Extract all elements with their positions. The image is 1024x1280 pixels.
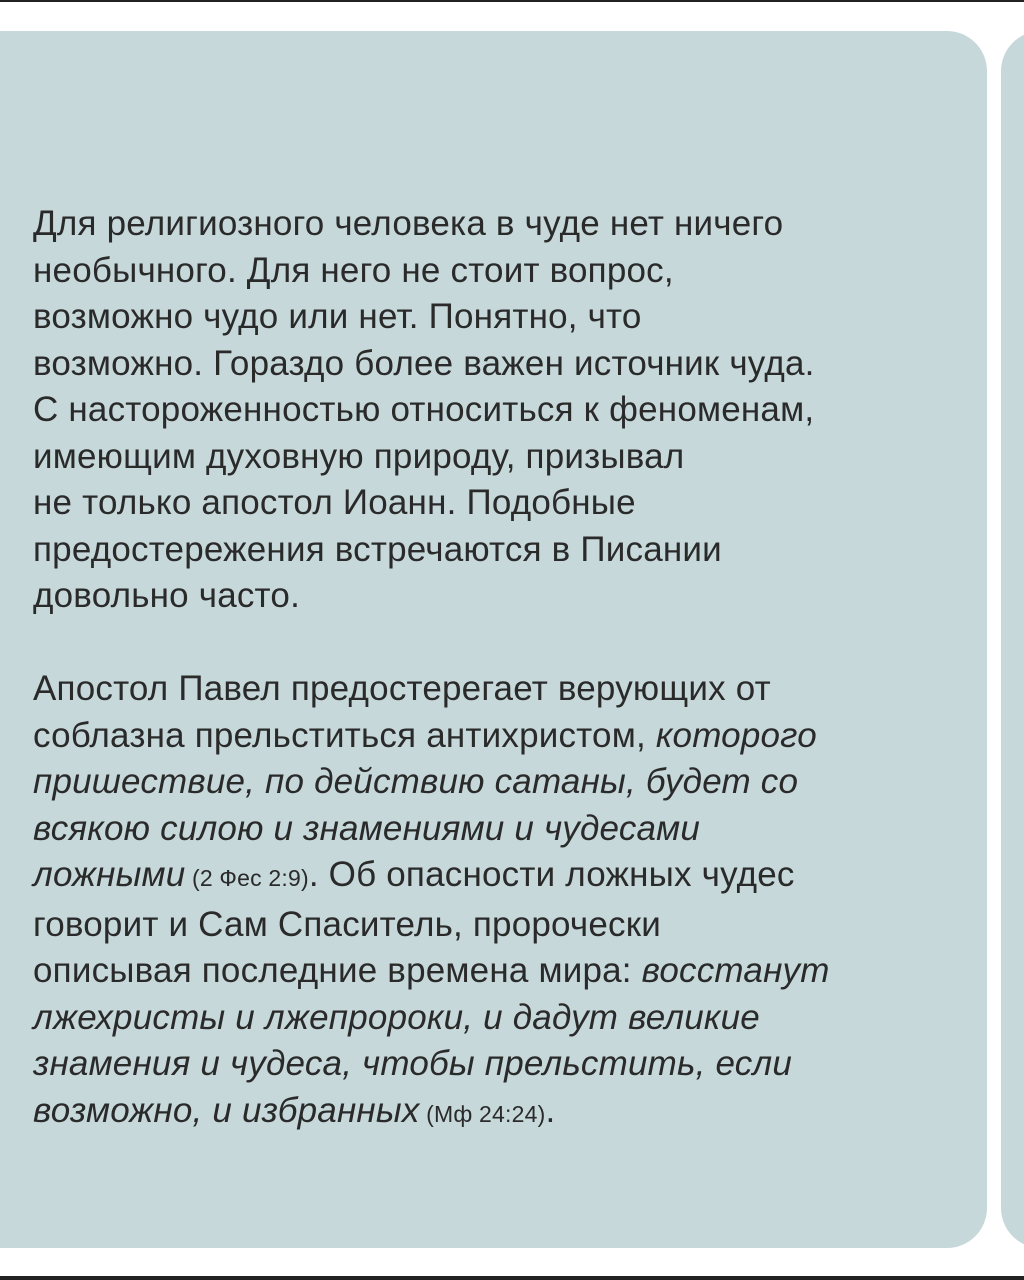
p2-line-9-quote: знамения и чудеса, чтобы прельстить, если bbox=[33, 1044, 793, 1083]
p1-line-2: необычного. Для него не стоит вопрос, bbox=[33, 250, 674, 290]
card-text-block bbox=[33, 201, 983, 1137]
p1-line-3: возможно чудо или нет. Понятно, что bbox=[33, 297, 642, 336]
p2-line-6: говорит и Сам Спаситель, пророчески bbox=[33, 904, 661, 944]
p2-line-7-plain: описывая последние времена мира: bbox=[33, 951, 642, 990]
p1-line-7: не только апостол Иоанн. Подобные bbox=[33, 483, 636, 522]
p2-line-3-quote: пришествие, по действию сатаны, будет со bbox=[33, 762, 799, 801]
p1-line-6: имеющим духовную природу, призывал bbox=[33, 436, 685, 476]
p2-line-2-plain: соблазна прельститься антихристом, bbox=[33, 715, 656, 755]
scripture-reference-2-thess: (2 Фес 2:9) bbox=[185, 865, 309, 891]
p2-line-1: Апостол Павел предостерегает верующих от bbox=[33, 669, 771, 708]
p1-line-9: довольно часто. bbox=[33, 576, 300, 615]
p2-line-2-quote: которого bbox=[655, 715, 817, 755]
p1-line-8: предостережения встречаются в Писании bbox=[33, 529, 722, 569]
p2-line-4-quote: всякою силою и знамениями и чудесами bbox=[33, 808, 701, 848]
p1-line-4: возможно. Гораздо более важен источник чуда. bbox=[33, 343, 815, 383]
paragraph-2 bbox=[33, 666, 983, 1137]
p2-line-7-quote: восстанут bbox=[641, 951, 830, 990]
next-card-edge bbox=[1001, 31, 1024, 1248]
p2-line-5-plain: . Об опасности ложных чудес bbox=[308, 855, 795, 894]
p1-line-1: Для религиозного человека в чуде нет ничего bbox=[33, 204, 784, 243]
scripture-reference-matthew: (Мф 24:24) bbox=[419, 1100, 546, 1127]
top-border-line bbox=[0, 0, 1024, 2]
text-card bbox=[0, 31, 987, 1248]
p2-line-10-plain: . bbox=[545, 1090, 556, 1130]
p2-line-8-quote: лжехристы и лжепророки, и дадут великие bbox=[33, 997, 760, 1037]
p2-line-10-quote: возможно, и избранных bbox=[33, 1090, 420, 1130]
bottom-border-line bbox=[0, 1276, 1024, 1280]
p1-line-5: С настороженностью относиться к феноменам, bbox=[33, 390, 815, 429]
p2-line-5-quote: ложными bbox=[33, 855, 186, 894]
paragraph-1 bbox=[33, 201, 983, 620]
